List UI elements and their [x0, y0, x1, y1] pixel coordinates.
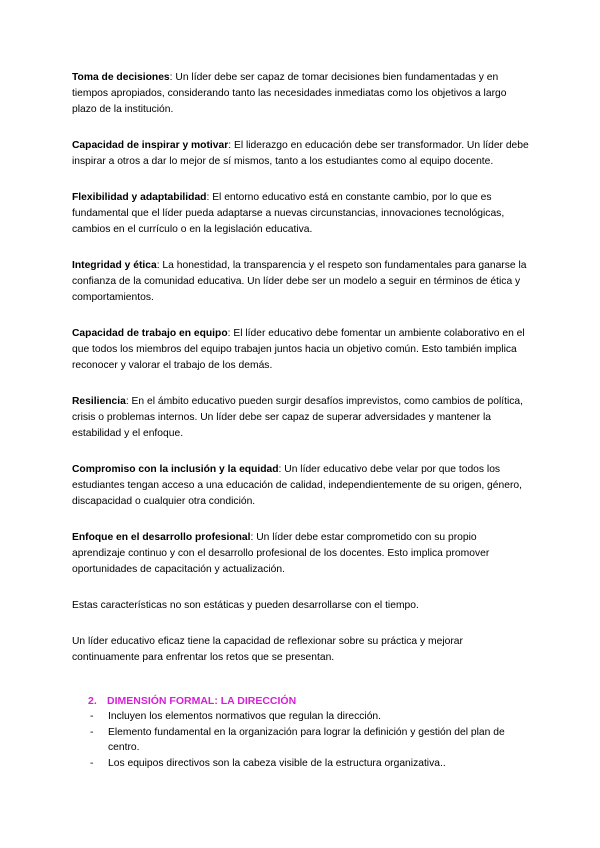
- quality-paragraph: [72, 394, 532, 442]
- quality-paragraph: [72, 70, 532, 118]
- document-page: [72, 70, 532, 771]
- quality-term: Integridad y ética: [72, 260, 157, 271]
- quality-paragraph: [72, 326, 532, 374]
- quality-text: : El liderazgo en educación debe ser transformador. Un líder debe inspirar a otros a dar lo mejor de sí mismos, tanto a los estudiantes como al equipo docente.: [72, 140, 529, 167]
- quality-paragraph: [72, 530, 532, 578]
- dash-bullet: -: [90, 711, 94, 722]
- closing-paragraph: Un líder educativo eficaz tiene la capacidad de reflexionar sobre su práctica y mejorar continuamente para enfrentar los retos que se presentan.: [72, 636, 463, 663]
- section-bullet-list: [72, 709, 532, 771]
- quality-term: Compromiso con la inclusión y la equidad: [72, 464, 279, 475]
- quality-paragraph: [72, 190, 532, 238]
- quality-term: Capacidad de inspirar y motivar: [72, 140, 229, 151]
- quality-paragraph: [72, 258, 532, 306]
- list-item: - Incluyen los elementos normativos que regulan la dirección.: [72, 709, 532, 725]
- quality-term: Resiliencia: [72, 396, 126, 407]
- quality-text: : Un líder educativo debe velar por que todos los estudiantes tengan acceso a una educación de calidad, independientemente de su origen, género, discapacidad o cualquier otra condición.: [72, 464, 522, 507]
- dash-bullet: -: [90, 757, 94, 769]
- section-title: DIMENSIÓN FORMAL: LA DIRECCIÓN: [107, 695, 297, 707]
- quality-term: Capacidad de trabajo en equipo: [72, 328, 228, 339]
- list-item: - Elemento fundamental en la organización para lograr la definición y gestión del plan de centro.: [90, 726, 505, 753]
- quality-text: : La honestidad, la transparencia y el respeto son fundamentales para ganarse la confianza de la comunidad educativa. Un líder debe ser un modelo a seguir en términos de ética y comportamientos.: [72, 260, 527, 303]
- list-item: - Los equipos directivos son la cabeza visible de la estructura organizativa..: [72, 756, 532, 772]
- quality-paragraph: [72, 138, 532, 170]
- quality-term: Enfoque en el desarrollo profesional: [72, 532, 251, 543]
- quality-text: : Un líder debe estar comprometido con su propio aprendizaje continuo y con el desarrollo profesional de los docentes. Esto implica promover oportunidades de capacitación y actualización.: [72, 532, 490, 575]
- quality-text: : El líder educativo debe fomentar un ambiente colaborativo en el que todos los miembros del equipo trabajen juntos hacia un objetivo común. Esto también implica reconocer y valorar el trabajo de los demás.: [72, 328, 525, 371]
- quality-text: : En el ámbito educativo pueden surgir desafíos imprevistos, como cambios de política, crisis o problemas internos. Un líder debe ser capaz de superar adversidades y mantener la estabilidad y el enfoque.: [72, 396, 524, 439]
- quality-text: : El entorno educativo está en constante cambio, por lo que es fundamental que el líder pueda adaptarse a nuevas circunstancias, innovaciones tecnológicas, cambios en el currículo o en la legislación educativa.: [72, 192, 505, 235]
- quality-term: Flexibilidad y adaptabilidad: [72, 192, 207, 203]
- section-heading: [88, 693, 532, 709]
- section-number: 2.: [88, 695, 97, 707]
- dash-bullet: -: [90, 726, 94, 738]
- quality-text: : Un líder debe ser capaz de tomar decisiones bien fundamentadas y en tiempos apropiados, considerando tanto las necesidades inmediatas como los objetivos a largo plazo de la institución.: [72, 72, 507, 115]
- quality-term: Toma de decisiones: [72, 72, 170, 83]
- closing-paragraph: Estas características no son estáticas y pueden desarrollarse con el tiempo.: [72, 600, 419, 611]
- quality-paragraph: [72, 462, 532, 510]
